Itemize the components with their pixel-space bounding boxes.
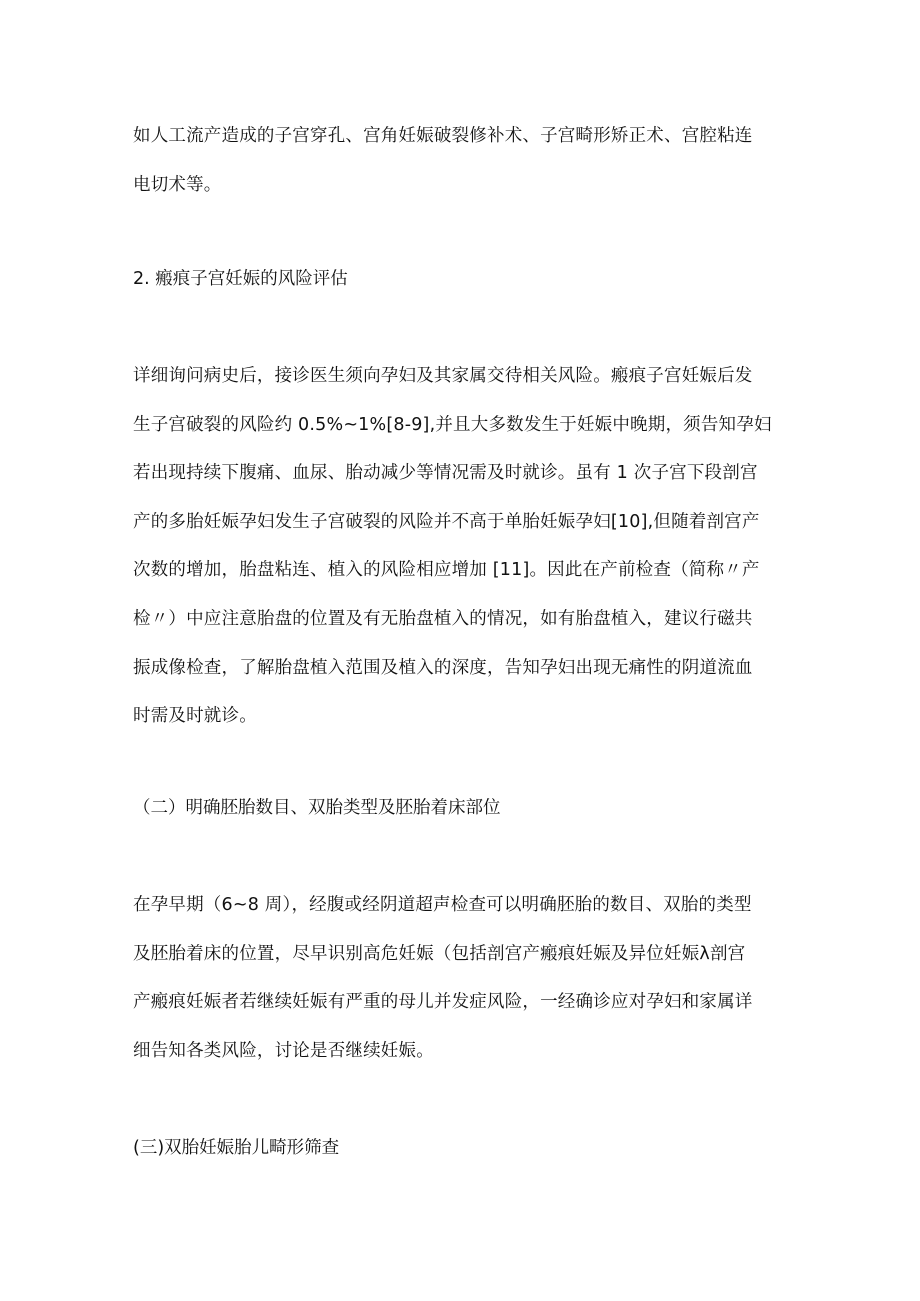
paragraph-line: 生子宫破裂的风险约 0.5%~1%[8-9],并且大多数发生于妊娠中晚期，须告知孕妇 [133,414,772,435]
paragraph-line: 振成像检查，了解胎盘植入范围及植入的深度，告知孕妇出现无痛性的阴道流血 [133,657,753,678]
paragraph-early-pregnancy [133,881,798,1075]
paragraph-surgery-causes [133,112,798,209]
paragraph-line: 详细询问病史后，接诊医生须向孕妇及其家属交待相关风险。瘢痕子宫妊娠后发 [133,366,753,386]
paragraph-line: 如人工流产造成的子宫穿孔、宫角妊娠破裂修补术、子宫畸形矫正术、宫腔粘连 [133,126,753,146]
paragraph-risk-assessment [133,352,798,741]
section-heading-embryo-number: （二）明确胚胎数目、双胎类型及胚胎着床部位 [133,798,501,818]
paragraph-line: 及胚胎着床的位置，尽早识别高危妊娠（包括剖宫产瘢痕妊娠及异位妊娠λ剖宫 [133,943,746,964]
section-heading-risk-assessment: 2. 瘢痕子宫妊娠的风险评估 [133,269,348,289]
paragraph-line: 检〃）中应注意胎盘的位置及有无胎盘植入的情况，如有胎盘植入，建议行磁共 [133,608,753,629]
paragraph-line: 时需及时就诊。 [133,706,257,727]
paragraph-line: 在孕早期（6~8 周），经腹或经阴道超声检查可以明确胚胎的数目、双胎的类型 [133,895,752,915]
paragraph-line: 细告知各类风险，讨论是否继续妊娠。 [133,1040,434,1061]
paragraph-line: 若出现持续下腹痛、血尿、胎动减少等情况需及时就诊。虽有 1 次子宫下段剖宫 [133,463,758,484]
paragraph-line: 次数的增加，胎盘粘连、植入的风险相应增加 [11]。因此在产前检查（简称〃产 [133,560,760,581]
paragraph-line: 产的多胎妊娠孕妇发生子宫破裂的风险并不高于单胎妊娠孕妇[10],但随着剖宫产 [133,511,760,532]
paragraph-line: 电切术等。 [133,174,222,195]
paragraph-line: 产瘢痕妊娠者若继续妊娠有严重的母儿并发症风险，一经确诊应对孕妇和家属详 [133,992,753,1013]
section-heading-malformation-screening: (三)双胎妊娠胎儿畸形筛查 [133,1138,340,1158]
